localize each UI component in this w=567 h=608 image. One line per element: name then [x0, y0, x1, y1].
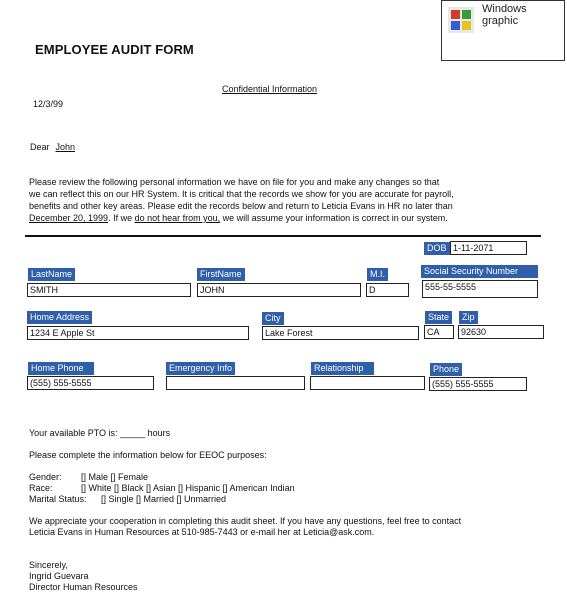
- city-field[interactable]: Lake Forest: [262, 326, 419, 340]
- mi-label: M.I.: [367, 268, 388, 281]
- home-address-label: Home Address: [27, 311, 92, 324]
- signature-name: Ingrid Guevara: [29, 571, 89, 581]
- logo-text: Windows graphic: [482, 3, 527, 27]
- last-name-field[interactable]: SMITH: [27, 283, 191, 297]
- divider-rule: [25, 235, 541, 237]
- state-label: State: [425, 311, 452, 324]
- home-address-field[interactable]: 1234 E Apple St: [27, 326, 249, 340]
- letter-date: 12/3/99: [33, 99, 64, 109]
- emergency-info-field[interactable]: [166, 376, 305, 390]
- home-phone-field[interactable]: (555) 555-5555: [27, 376, 154, 390]
- marital-status-label: Marital Status:: [29, 494, 87, 504]
- closing-line-2: Leticia Evans in Human Resources at 510-985-7443 or e-mail her at Leticia@ask.com.: [29, 527, 375, 537]
- mi-field[interactable]: D: [366, 283, 409, 297]
- signature-role: Director Human Resources: [29, 582, 138, 592]
- phone-label: Phone: [430, 363, 462, 376]
- confidential-heading: Confidential Information: [222, 84, 318, 94]
- race-options[interactable]: [] White [] Black [] Asian [] Hispanic [] American Indian: [81, 483, 295, 493]
- windows-flag-icon: [448, 7, 474, 33]
- first-name-label: FirstName: [197, 268, 245, 281]
- page-title: EMPLOYEE AUDIT FORM: [35, 42, 194, 57]
- eeoc-intro: Please complete the information below for EEOC purposes:: [29, 450, 267, 460]
- last-name-label: LastName: [28, 268, 75, 281]
- deadline-date: December 20, 1999: [29, 213, 109, 223]
- gender-label: Gender:: [29, 472, 62, 482]
- gender-options[interactable]: [] Male [] Female: [81, 472, 149, 482]
- race-label: Race:: [29, 483, 53, 493]
- ssn-label: Social Security Number: [421, 265, 538, 278]
- closing-line-1: We appreciate your cooperation in completing this audit sheet. If you have any questions, feel free to contact: [29, 516, 462, 526]
- dob-field[interactable]: 1-11-2071: [450, 241, 527, 255]
- zip-field[interactable]: 92630: [458, 325, 544, 339]
- ssn-field[interactable]: 555-55-5555: [422, 280, 538, 298]
- recipient-name: John: [55, 142, 76, 152]
- marital-status-options[interactable]: [] Single [] Married [] Unmarried: [101, 494, 227, 504]
- intro-paragraph: Please review the following personal information we have on file for you and make any changes so that we can reflect this on our HR System. It is critical that the records we show for you are accurate for payroll, benefits and other key areas. Please edit the records below and return to Leticia Evans in HR no later than December 20, 1999. If we do not hear from you, we will assume your information is correct in our system.: [29, 177, 454, 223]
- state-field[interactable]: CA: [424, 325, 454, 339]
- logo-box: [441, 0, 565, 61]
- emergency-info-label: Emergency Info: [166, 362, 235, 375]
- dob-label: DOB: [424, 242, 450, 255]
- signature-sincerely: Sincerely,: [29, 560, 68, 570]
- first-name-field[interactable]: JOHN: [197, 283, 361, 297]
- greeting: Dear John: [30, 142, 76, 152]
- relationship-label: Relationship: [311, 362, 374, 375]
- pto-line: Your available PTO is: _____ hours: [29, 428, 171, 438]
- relationship-field[interactable]: [310, 376, 425, 390]
- city-label: City: [262, 312, 284, 325]
- home-phone-label: Home Phone: [28, 362, 94, 375]
- phone-field[interactable]: (555) 555-5555: [429, 377, 527, 391]
- zip-label: Zip: [459, 311, 478, 324]
